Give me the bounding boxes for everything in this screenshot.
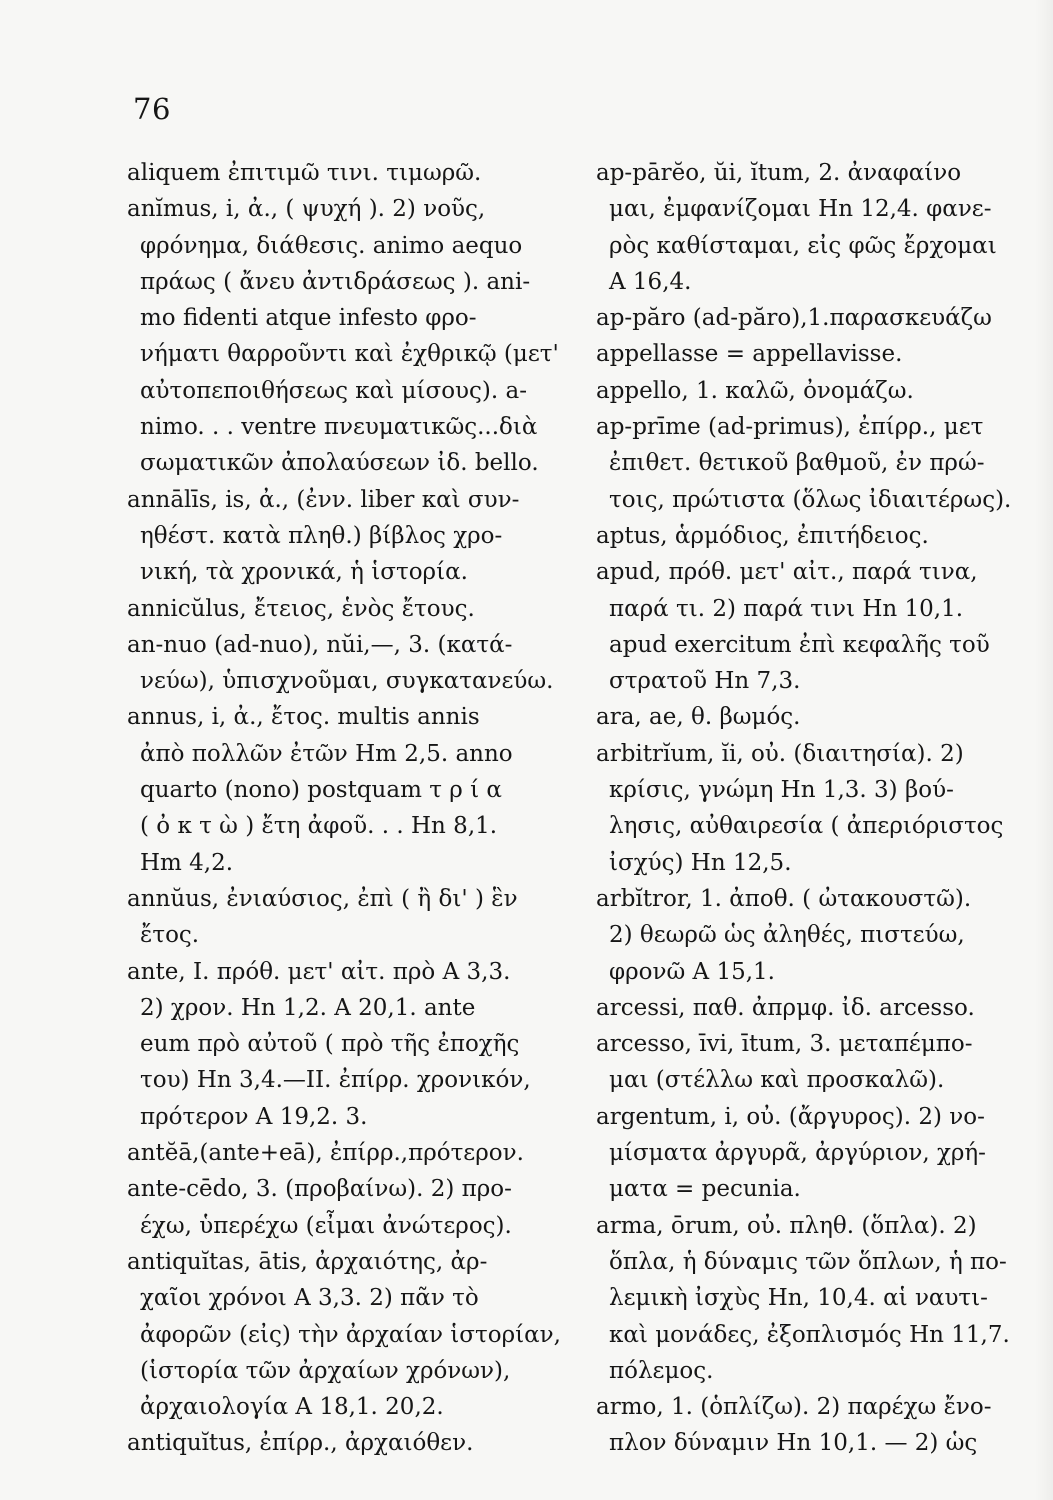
- dictionary-line: ρὸς καθίσταμαι, εἰς φῶς ἔρχομαι: [609, 232, 997, 259]
- dictionary-line: ( ὀ κ τ ὼ ) ἔτη ἀφοῦ. . . Hn 8,1.: [140, 813, 498, 840]
- dictionary-line: ap-păro (ad-păro),1.παρασκευάζω: [596, 305, 992, 332]
- dictionary-line: apud, πρόθ. μετ' αἰτ., παρά τινα,: [596, 559, 978, 586]
- dictionary-line: τοις, πρώτιστα (ὅλως ἰδιαιτέρως).: [609, 486, 1012, 513]
- dictionary-line: ἔτος.: [140, 922, 200, 949]
- dictionary-line: ἀπὸ πολλῶν ἐτῶν Hm 2,5. anno: [140, 740, 513, 767]
- dictionary-line: ἀφορῶν (εἰς) τὴν ἀρχαίαν ἱστορίαν,: [140, 1321, 561, 1348]
- dictionary-line: an-nuo (ad-nuo), nŭi,—, 3. (κατά-: [127, 631, 513, 658]
- dictionary-line: arbitrĭum, ĭi, οὐ. (διαιτησία). 2): [596, 740, 964, 767]
- dictionary-line: πλον δύναμιν Hn 10,1. — 2) ὡς: [609, 1430, 978, 1457]
- dictionary-line: μαι, ἐμφανίζομαι Hn 12,4. φανε-: [609, 196, 992, 223]
- dictionary-line: φρόνημα, διάθεσις. animo aequo: [140, 232, 523, 259]
- right-column: [596, 155, 1016, 1462]
- dictionary-line: μαι (στέλλω καὶ προσκαλῶ).: [609, 1067, 945, 1094]
- dictionary-line: αὐτοπεποιθήσεως καὶ μίσους). a-: [140, 377, 527, 404]
- dictionary-line: nimo. . . ventre πνευματικῶς...διὰ: [140, 414, 538, 441]
- dictionary-line: νική, τὰ χρονικά, ἡ ἱστορία.: [140, 559, 468, 586]
- dictionary-line: argentum, i, οὐ. (ἄργυρος). 2) νο-: [596, 1103, 985, 1130]
- dictionary-line: mo fidenti atque infesto φρο-: [140, 305, 477, 332]
- dictionary-line: quarto (nono) postquam τ ρ ί α: [140, 777, 502, 804]
- dictionary-line: ἰσχύς) Hn 12,5.: [609, 849, 792, 876]
- dictionary-line: Hm 4,2.: [140, 849, 234, 876]
- dictionary-line: antiquĭtas, ātis, ἀρχαιότης, ἀρ-: [127, 1248, 488, 1275]
- dictionary-line: A 16,4.: [609, 268, 692, 295]
- page-edge-shadow: [1035, 0, 1053, 1500]
- dictionary-line: aliquem ἐπιτιμῶ τινι. τιμωρῶ.: [127, 160, 482, 186]
- dictionary-line: πρότερον A 19,2. 3.: [140, 1103, 368, 1130]
- dictionary-line: φρονῶ A 15,1.: [609, 958, 775, 985]
- dictionary-line: 2) θεωρῶ ὡς ἀληθές, πιστεύω,: [609, 922, 965, 949]
- dictionary-line: νεύω), ὑπισχνοῦμαι, συγκατανεύω.: [140, 668, 554, 695]
- dictionary-line: νήματι θαρροῦντι καὶ ἐχθρικῷ (μετ': [140, 341, 559, 368]
- dictionary-line: (ἱστορία τῶν ἀρχαίων χρόνων),: [140, 1357, 511, 1384]
- dictionary-line: 2) χρον. Hn 1,2. A 20,1. ante: [140, 994, 476, 1021]
- dictionary-line: λεμικὴ ἰσχὺς Hn, 10,4. αἱ ναυτι-: [609, 1285, 988, 1312]
- dictionary-line: arcessi, παθ. ἀπρμφ. ἰδ. arcesso.: [596, 994, 975, 1021]
- dictionary-line: ap-pārĕo, ŭi, ĭtum, 2. ἀναφαίνο: [596, 160, 962, 186]
- dictionary-line: aptus, ἁρμόδιος, ἐπιτήδειος.: [596, 522, 929, 549]
- dictionary-line: appellasse = appellavisse.: [596, 341, 903, 368]
- dictionary-line: eum πρὸ αὐτοῦ ( πρὸ τῆς ἐποχῆς: [140, 1031, 520, 1058]
- dictionary-line: antĕā,(ante+eā), ἐπίρρ.,πρότερον.: [127, 1140, 524, 1167]
- dictionary-line: ηθέστ. κατὰ πληθ.) βίβλος χρο-: [140, 522, 503, 549]
- page-number: 76: [133, 92, 171, 126]
- dictionary-line: ap-prīme (ad-primus), ἐπίρρ., μετ: [596, 414, 984, 441]
- dictionary-line: annicŭlus, ἔτειος, ἑνὸς ἔτους.: [127, 595, 475, 622]
- dictionary-line: πράως ( ἄνευ ἀντιδράσεως ). ani-: [140, 268, 531, 295]
- dictionary-line: ματα = pecunia.: [609, 1176, 801, 1203]
- dictionary-line: ara, ae, θ. βωμός.: [596, 704, 801, 731]
- dictionary-line: του) Hn 3,4.—II. ἐπίρρ. χρονικόν,: [140, 1067, 531, 1094]
- dictionary-line: χαῖοι χρόνοι A 3,3. 2) πᾶν τὸ: [140, 1285, 479, 1312]
- dictionary-line: armo, 1. (ὁπλίζω). 2) παρέχω ἔνο-: [596, 1394, 992, 1421]
- dictionary-line: κρίσις, γνώμη Hn 1,3. 3) βού-: [609, 777, 954, 804]
- dictionary-line: antiquĭtus, ἐπίρρ., ἀρχαιόθεν.: [127, 1430, 474, 1457]
- dictionary-line: arcesso, īvi, ītum, 3. μεταπέμπο-: [596, 1031, 973, 1058]
- dictionary-line: arbĭtror, 1. ἀποθ. ( ὠτακουστῶ).: [596, 885, 972, 912]
- dictionary-line: λησις, αὐθαιρεσία ( ἀπεριόριστος: [609, 813, 1004, 840]
- dictionary-line: έχω, ὑπερέχω (εἶμαι ἀνώτερος).: [140, 1212, 512, 1239]
- dictionary-line: στρατοῦ Hn 7,3.: [609, 668, 801, 695]
- dictionary-line: apud exercitum ἐπὶ κεφαλῆς τοῦ: [609, 631, 990, 658]
- dictionary-line: annŭus, ἐνιαύσιος, ἐπὶ ( ἢ δι' ) ἓν: [127, 885, 518, 912]
- dictionary-line: annus, i, ἀ., ἔτος. multis annis: [127, 704, 480, 731]
- dictionary-line: ante-cēdo, 3. (προβαίνω). 2) προ-: [127, 1176, 512, 1203]
- dictionary-line: ὅπλα, ἡ δύναμις τῶν ὅπλων, ἡ πο-: [609, 1248, 1007, 1275]
- dictionary-line: παρά τι. 2) παρά τινι Hn 10,1.: [609, 595, 964, 622]
- dictionary-line: ἀρχαιολογία A 18,1. 20,2.: [140, 1394, 444, 1421]
- dictionary-line: μίσματα ἀργυρᾶ, ἀργύριον, χρή-: [609, 1140, 986, 1167]
- dictionary-line: anĭmus, i, ἀ., ( ψυχή ). 2) νοῦς,: [127, 196, 486, 223]
- dictionary-line: καὶ μονάδες, ἐξοπλισμός Hn 11,7.: [609, 1321, 1010, 1348]
- dictionary-line: ἐπιθετ. θετικοῦ βαθμοῦ, ἐν πρώ-: [609, 450, 985, 477]
- dictionary-line: annālīs, is, ἀ., (ἐνν. liber καὶ συν-: [127, 486, 520, 513]
- dictionary-line: πόλεμος.: [609, 1357, 714, 1384]
- left-column: [127, 155, 561, 1462]
- dictionary-line: appello, 1. καλῶ, ὀνομάζω.: [596, 377, 914, 404]
- dictionary-line: arma, ōrum, οὐ. πληθ. (ὅπλα). 2): [596, 1212, 977, 1239]
- dictionary-line: ante, I. πρόθ. μετ' αἰτ. πρὸ A 3,3.: [127, 958, 511, 985]
- dictionary-line: σωματικῶν ἀπολαύσεων ἰδ. bello.: [140, 450, 539, 477]
